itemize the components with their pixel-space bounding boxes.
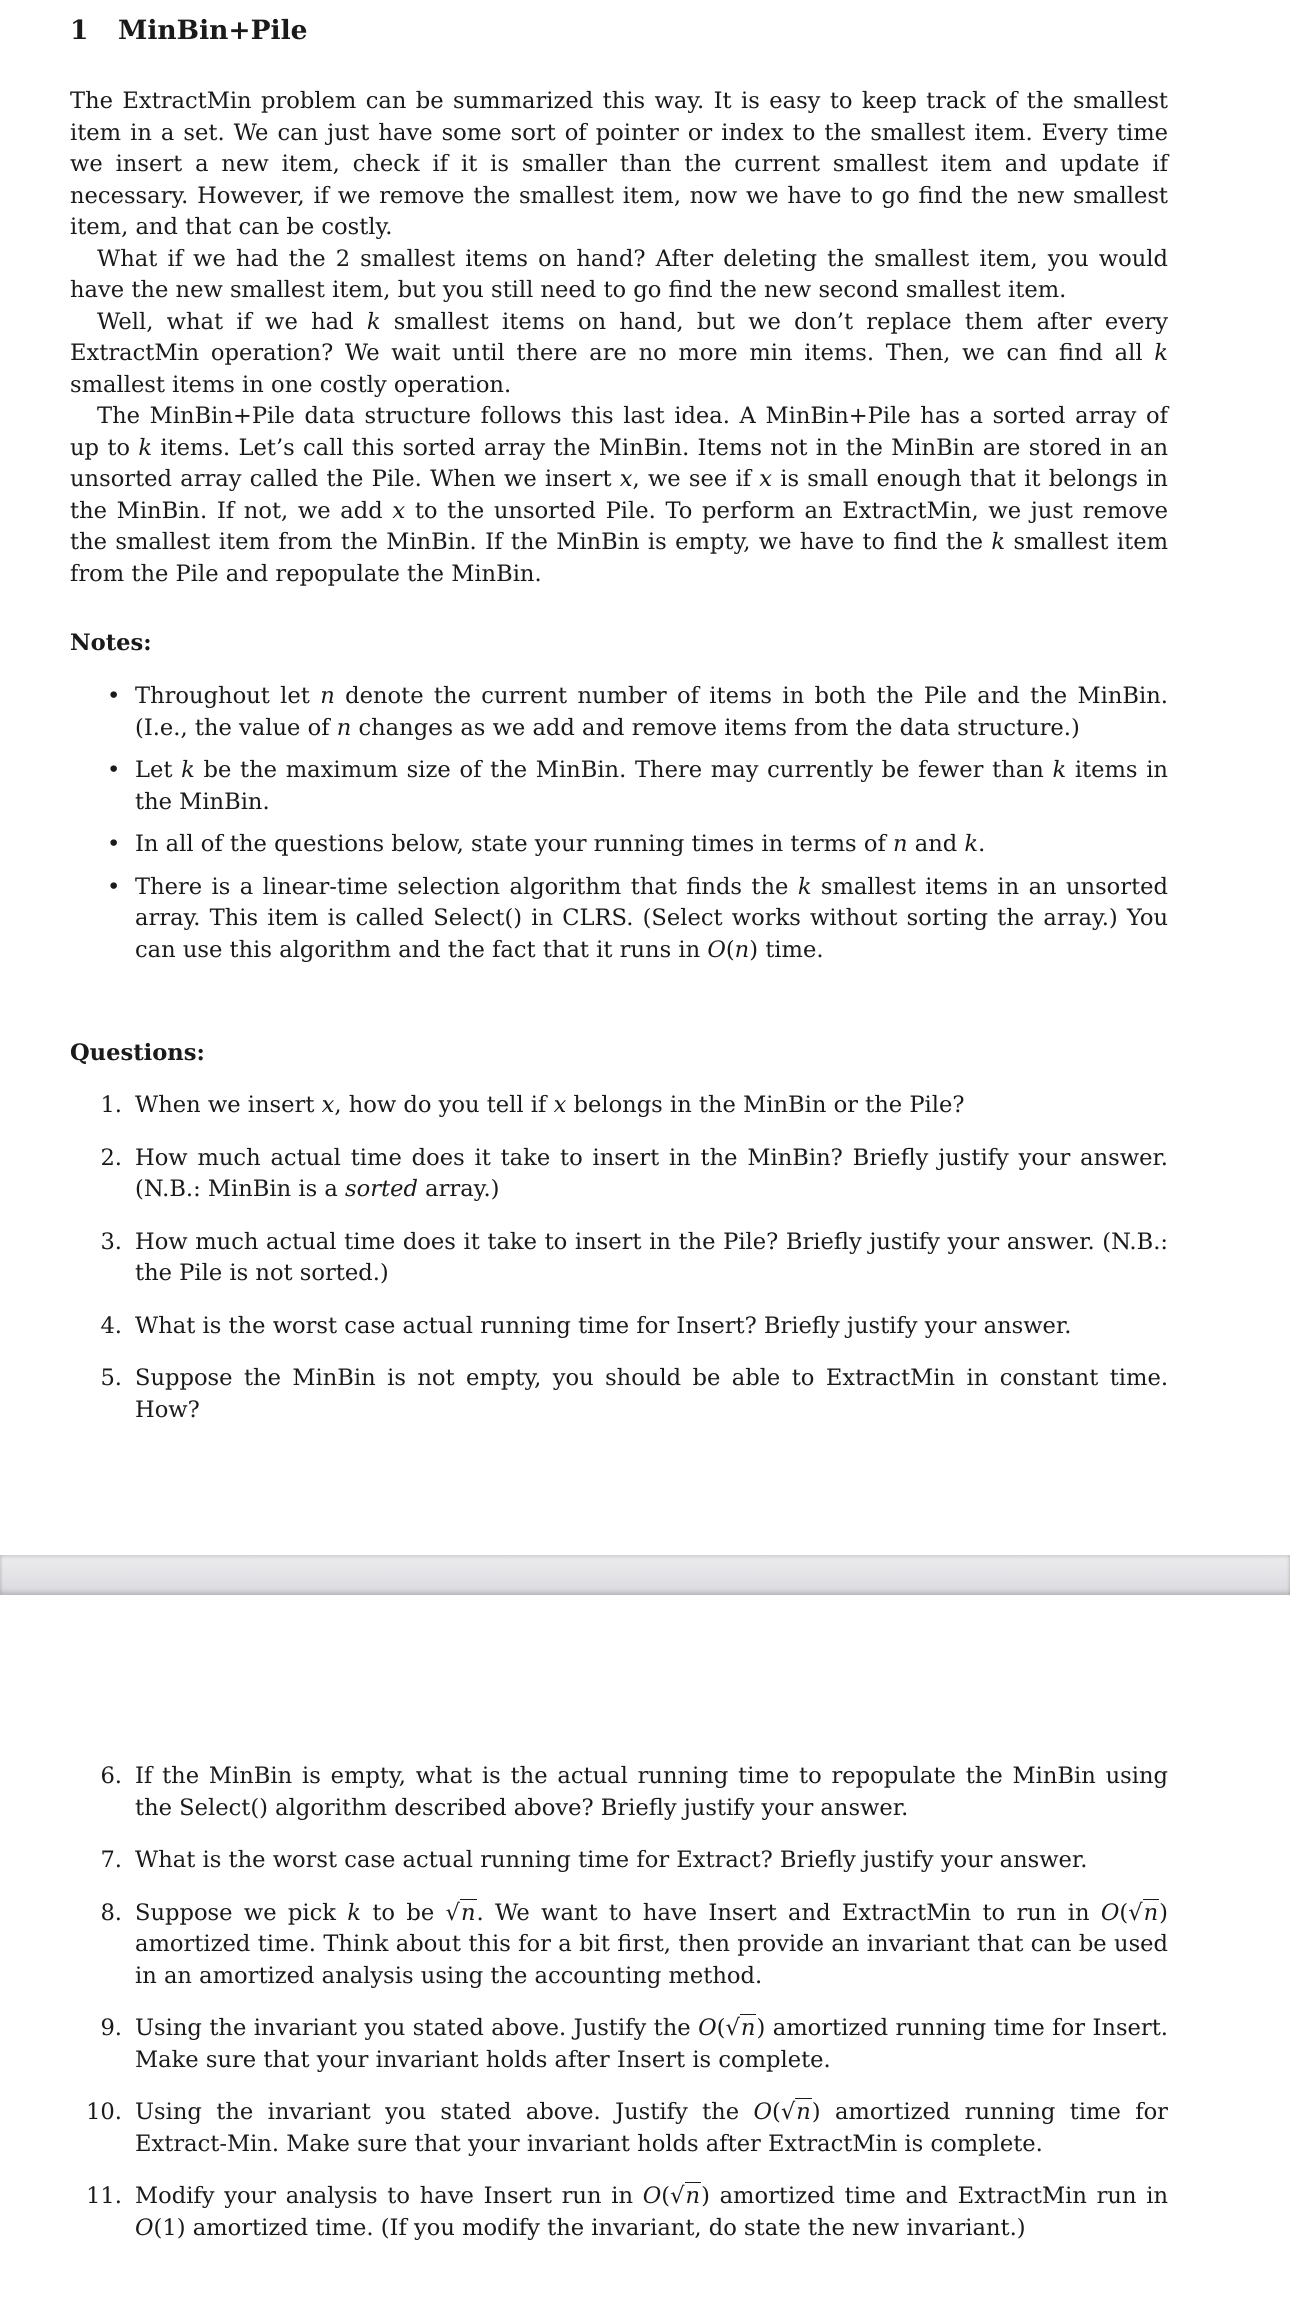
question-item: 11. Modify your analysis to have Insert run in O(√n) amortized time and ExtractMin run in O(1) amortized time. (If you modify the invariant, do state the new invariant.) [70, 2181, 1168, 2244]
question-number: 11. [86, 2183, 122, 2209]
question-item: 1. When we insert x, how do you tell if x belongs in the MinBin or the Pile? [70, 1090, 1168, 1122]
question-number: 8. [100, 1899, 122, 1926]
bullet-icon: • [107, 757, 121, 783]
questions-heading-block [70, 1038, 1168, 1070]
question-item: 8. Suppose we pick k to be √n. We want to have Insert and ExtractMin to run in O(√n) amortized time. Think about this for a bit first, then provide an invariant that can be used in an amortized analysis using the accounting method. [70, 1898, 1168, 1993]
section-heading [70, 14, 1168, 48]
bullet-icon: • [107, 831, 121, 857]
question-number: 3. [100, 1228, 122, 1255]
math-k: k [138, 434, 153, 461]
notes-heading: Notes: [70, 630, 152, 656]
note-item: • Throughout let n denote the current number of items in both the Pile and the MinBin. (I.e., the value of n changes as we add and remove items from the data structure.) [107, 683, 1168, 741]
sqrt-symbol: √n [780, 2099, 811, 2125]
sqrt-symbol: √n [445, 1899, 476, 1926]
note-item: • In all of the questions below, state your running times in terms of n and k. [70, 829, 1168, 861]
question-number: 4. [100, 1312, 122, 1339]
question-item: 5. Suppose the MinBin is not empty, you should be able to ExtractMin in constant time. How? [70, 1363, 1168, 1426]
bullet-icon: • [107, 683, 121, 709]
math-k: k [366, 308, 381, 335]
math-k: k [991, 529, 1006, 555]
notes-heading-block [70, 628, 1168, 660]
section-number: 1 [70, 15, 89, 46]
question-number: 2. [100, 1144, 122, 1171]
question-item: 3. How much actual time does it take to insert in the Pile? Briefly justify your answer. (N.B.: the Pile is not sorted.) [70, 1227, 1168, 1290]
notes-list [70, 681, 1168, 966]
math-x: x [619, 466, 633, 492]
intro-paragraph-3: Well, what if we had k smallest items on hand, but we don’t replace them after every ExtractMin operation? We wait until there are no more min items. Then, we can find all k smallest items in one costly operation. [70, 308, 1168, 398]
questions-heading: Questions: [70, 1040, 205, 1066]
math-x: x [392, 497, 406, 524]
page-separator [0, 1555, 1290, 1595]
section-title: MinBin+Pile [118, 15, 308, 46]
question-item: 7. What is the worst case actual running time for Extract? Briefly justify your answer. [70, 1845, 1168, 1877]
sqrt-symbol: √n [1128, 1899, 1159, 1926]
question-item: 10. Using the invariant you stated above. Justify the O(√n) amortized running time for Extract-Min. Make sure that your invariant holds after ExtractMin is complete. [70, 2097, 1168, 2160]
sqrt-symbol: √n [725, 2015, 756, 2041]
sqrt-symbol: √n [670, 2183, 701, 2209]
document-page-2 [0, 1595, 1290, 2317]
question-item: 2. How much actual time does it take to insert in the MinBin? Briefly justify your answer. (N.B.: MinBin is a sorted array.) [70, 1143, 1168, 1206]
question-item: 9. Using the invariant you stated above. Justify the O(√n) amortized running time for Insert. Make sure that your invariant holds after Insert is complete. [70, 2013, 1168, 2076]
questions-list [70, 1090, 1168, 1426]
intro-paragraph-2: What if we had the 2 smallest items on hand? After deleting the smallest item, you would have the new smallest item, but you still need to go find the new second smallest item. [70, 245, 1168, 303]
question-item: 4. What is the worst case actual running time for Insert? Briefly justify your answer. [70, 1311, 1168, 1343]
math-k: k [1154, 340, 1168, 366]
questions-list-continued [70, 1761, 1168, 2244]
question-number: 1. [100, 1092, 122, 1118]
notes-block [70, 681, 1168, 977]
question-number: 10. [86, 2099, 122, 2125]
intro-paragraph-4: The MinBin+Pile data structure follows this last idea. A MinBin+Pile has a sorted array of up to k items. Let’s call this sorted array the MinBin. Items not in the MinBin are stored in an unsorted array called the Pile. When we insert x, we see if x is small enough that it belongs in the MinBin. If not, we add x to the unsorted Pile. To perform an ExtractMin, we just remove the smallest item from the MinBin. If the MinBin is empty, we have to find the k smallest item from the Pile and repopulate the MinBin. [70, 403, 1169, 587]
question-item: 6. If the MinBin is empty, what is the actual running time to repopulate the MinBin using the Select() algorithm described above? Briefly justify your answer. [70, 1761, 1168, 1824]
intro-block [70, 86, 1168, 590]
section-heading-block [70, 14, 1168, 48]
note-item: • Let k be the maximum size of the MinBin. There may currently be fewer than k items in the MinBin. [107, 757, 1168, 815]
intro-paragraph-1: The ExtractMin problem can be summarized this way. It is easy to keep track of the smallest item in a set. We can just have some sort of pointer or index to the smallest item. Every time we insert a new item, check if it is smaller than the current smallest item and update if necessary. However, if we remove the smallest item, now we have to go find the new smallest item, and that can be costly. [70, 88, 1168, 240]
questions-block-page-2 [70, 1761, 1168, 2265]
questions-block-page-1 [70, 1090, 1168, 1447]
question-number: 7. [100, 1847, 122, 1873]
math-x: x [759, 466, 773, 492]
question-number: 9. [100, 2015, 122, 2041]
question-number: 6. [100, 1763, 122, 1789]
note-item: • There is a linear-time selection algorithm that finds the k smallest items in an unsorted array. This item is called Select() in CLRS. (Select works without sorting the array.) You can use this algorithm and the fact that it runs in O(n) time. [107, 873, 1169, 963]
question-number: 5. [100, 1365, 122, 1391]
bullet-icon: • [107, 873, 121, 900]
